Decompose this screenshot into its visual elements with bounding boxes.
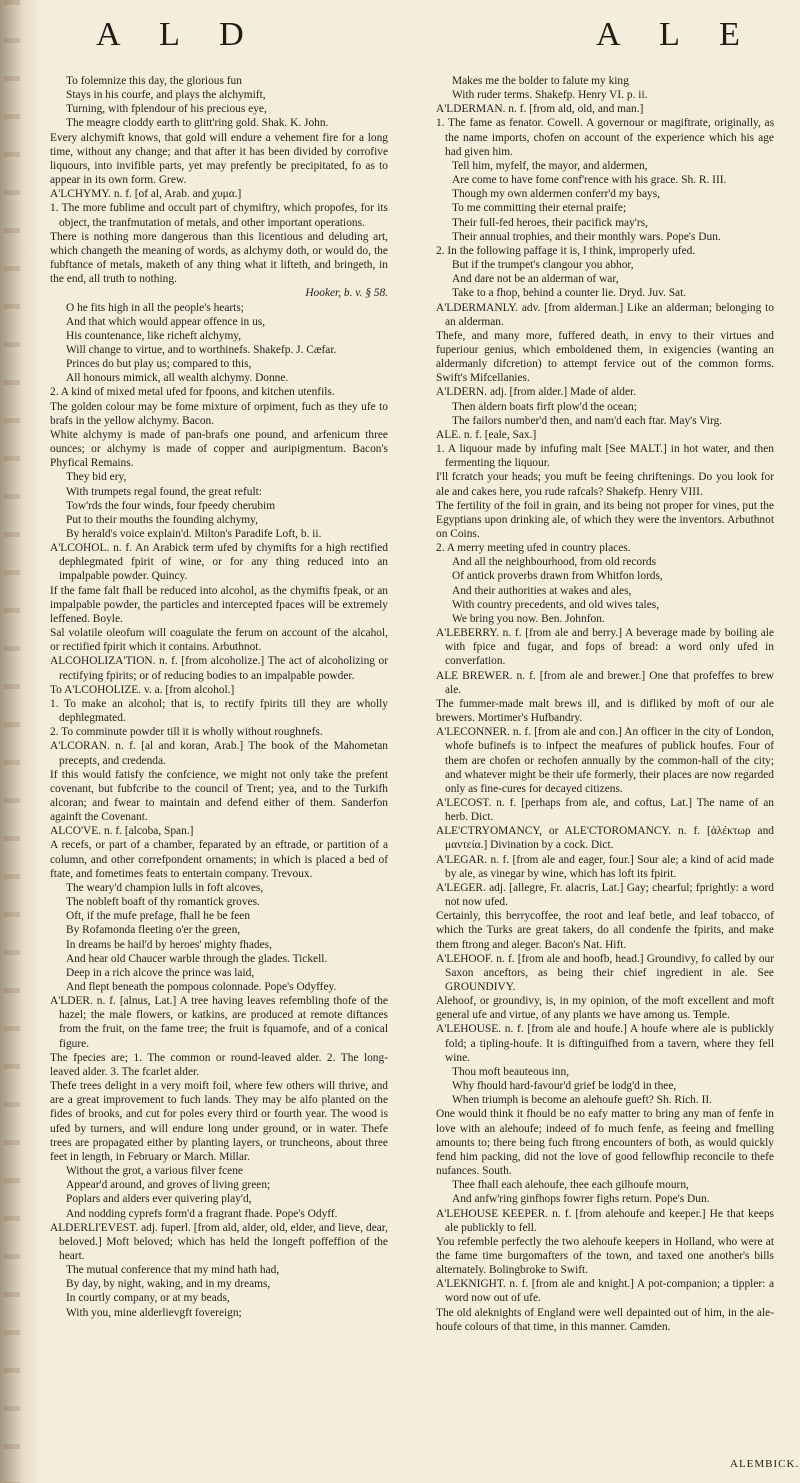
dictionary-entry: A'LDERMAN. n. f. [from ald, old, and man.]: [436, 103, 644, 116]
dictionary-entry: A'LDERN. adj. [from alder.] Made of alder.: [436, 386, 637, 399]
verse-line: With ruder terms. Shakefp. Henry VI. p. ii.: [452, 89, 648, 102]
paragraph: You refemble perfectly the two alehoufe keepers in Holland, who were at the fame time burgomafters of the town, and taxed one another's bills alternately. Bolingbroke to Swift.: [436, 1235, 774, 1277]
verse-line: The weary'd champion lulls in foft alcoves,: [66, 881, 264, 894]
verse-line: Stays in his courfe, and plays the alchymift,: [66, 89, 266, 102]
dictionary-entry: A'LEGAR. n. f. [from ale and eager, four.] Sour ale; a kind of acid made by ale, as vinegar by wine, which has loft its fpirit.: [436, 853, 774, 880]
verse-line: His countenance, like richeft alchymy,: [66, 329, 242, 342]
verse-line: Put to their mouths the founding alchymy,: [66, 513, 258, 526]
paragraph: Certainly, this berrycoffee, the root and leaf betle, and leaf tobacco, of which the Turks are great takers, do all condenfe the fpirits, and make them ftrong and aleger. Bacon's Nat. Hift.: [436, 910, 774, 951]
verse-line: When triumph is become an alehoufe gueft? Sh. Rich. II.: [452, 1094, 713, 1107]
dictionary-entry: A'LEHOUSE. n. f. [from ale and houfe.] A houfe where ale is publickly fold; a tipling-houfe. It is diftinguifhed from a tavern, where they fell wine.: [436, 1023, 774, 1064]
dictionary-entry: ALE. n. f. [eale, Sax.]: [436, 428, 537, 441]
verse-line: By Rofamonda fleeting o'er the green,: [66, 924, 241, 937]
paragraph: Hooker, b. v. § 58.: [305, 287, 388, 300]
paragraph: The fummer-made malt brews ill, and is difliked by moft of our ale brewers. Mortimer's Hufbandry.: [436, 697, 774, 725]
verse-line: By day, by night, waking, and in my dreams,: [66, 1278, 271, 1291]
verse-line: And hear old Chaucer warble through the glades. Tickell.: [66, 952, 328, 965]
paragraph: White alchymy is made of pan-brafs one pound, and arfenicum three ounces; or alchymy is made of copper and auripigmentum. Bacon's Phyfical Remains.: [50, 428, 388, 470]
verse-line: And flept beneath the pompous colonnade. Pope's Odyffey.: [66, 981, 337, 993]
paragraph: One would think it fhould be no eafy matter to bring any man of fenfe in love with an alehoufe; indeed of fo much fenfe, as feeing and fmelling amounts to; there being fuch ftrong encounters of both, as would quickly fend him packing, did not the love of good fellowfhip reconcile to thefe nufances. South.: [436, 1108, 774, 1178]
dictionary-entry: A'LEGER. adj. [allegre, Fr. alacris, Lat.] Gay; chearful; fprightly: a word not now ufed.: [436, 881, 774, 909]
verse-line: Tell him, myfelf, the mayor, and aldermen,: [452, 159, 648, 172]
dictionary-entry: A'LCHYMY. n. f. [of al, Arab. and χυμα.]: [50, 188, 242, 201]
dictionary-entry: 2. To comminute powder till it is wholly without roughnefs.: [50, 726, 323, 739]
verse-line: Turning, with fplendour of his precious eye,: [66, 103, 267, 116]
dictionary-entry: 2. A kind of mixed metal ufed for fpoons, and kitchen utenfils.: [50, 386, 335, 399]
paragraph: The fertility of the foil in grain, and its being not proper for vines, put the Egyptians upon drinking ale, of which they were the inventors. Arbuthnot on Coins.: [436, 499, 774, 540]
verse-line: Makes me the bolder to falute my king: [452, 75, 629, 87]
dictionary-entry: 1. The fame as fenator. Cowell. A governour or magiftrate, originally, as the name imports, chofen on account of the experience which his age had given him.: [436, 117, 774, 158]
dictionary-entry: A'LEHOUSE KEEPER. n. f. [from alehoufe and keeper.] He that keeps ale publickly to fell.: [436, 1207, 774, 1234]
dictionary-entry: A'LCOHOL. n. f. An Arabick term ufed by chymifts for a high rectified dephlegmated fpirit of wine, or for any thing reduced into an impalpable powder. Quincy.: [50, 542, 388, 583]
verse-line: Take to a fhop, behind a counter lie. Dryd. Juv. Sat.: [452, 287, 687, 300]
verse-line: Tow'rds the four winds, four fpeedy cherubim: [66, 499, 276, 512]
dictionary-entry: A'LEBERRY. n. f. [from ale and berry.] A beverage made by boiling ale with fpice and fugar, and fops of bread: a word only ufed in converfation.: [436, 627, 774, 668]
dictionary-entry: A'LEHOOF. n. f. [from ale and hoofb, head.] Groundivy, fo called by our Saxon anceftors, as being their chief ingredient in ale. See GROUNDIVY.: [436, 952, 774, 993]
dictionary-entry: 1. A liquour made by infufing malt [See MALT.] in hot water, and then fermenting the liquour.: [436, 443, 774, 470]
verse-line: And that which would appear offence in us,: [66, 315, 266, 328]
dictionary-entry: A'LDERMANLY. adv. [from alderman.] Like an alderman; belonging to an alderman.: [436, 301, 774, 328]
running-head-left: A L D: [96, 16, 260, 53]
paragraph: A recefs, or part of a chamber, feparated by an eftrade, or partition of a column, and other correfpondent ornaments; in which is placed a bed of ftate, and fometimes feats to entertain company. Trevoux.: [50, 839, 388, 880]
verse-line: To me committing their eternal praife;: [452, 202, 627, 215]
dictionary-entry: ALE BREWER. n. f. [from ale and brewer.] One that profeffes to brew ale.: [436, 669, 774, 696]
verse-line: Are come to have fome conf'rence with his grace. Sh. R. III.: [452, 174, 727, 187]
verse-line: Poplars and alders ever quivering play'd,: [66, 1193, 252, 1206]
verse-line: Without the grot, a various filver fcene: [66, 1165, 243, 1178]
dictionary-entry: ALCOHOLIZA'TION. n. f. [from alcoholize.] The act of alcoholizing or rectifying fpirits; or of reducing bodies to an impalpable powder.: [50, 655, 388, 682]
paragraph: There is nothing more dangerous than this licentious and deluding art, which changeth the meaning of words, as alchymy doth, or would do, the fubftance of metals, maketh of any thing what it lifteth, and bringeth, in the end, all truth to nothing.: [50, 230, 388, 286]
paragraph: If this would fatisfy the confcience, we might not only take the prefent covenant, but fubfcribe to the council of Trent; yea, and to the Turkifh alcoran; and fwear to maintain and defend either of them. Sanderfon againft the Covenant.: [50, 768, 388, 824]
dictionary-entry: A'LECOST. n. f. [perhaps from ale, and coftus, Lat.] The name of an herb. Dict.: [436, 796, 774, 824]
verse-line: All honours mimick, all wealth alchymy. Donne.: [66, 372, 289, 385]
verse-line: And anfw'ring ginfhops fowrer fighs return. Pope's Dun.: [452, 1193, 710, 1206]
paragraph: The old aleknights of England were well depainted out of him, in the ale-houfe colours of that time, in this manner. Camden.: [436, 1306, 774, 1333]
verse-line: And nodding cyprefs form'd a fragrant fhade. Pope's Odyff.: [66, 1207, 338, 1220]
verse-line: The meagre cloddy earth to glitt'ring gold. Shak. K. John.: [66, 117, 329, 130]
verse-line: To folemnize this day, the glorious fun: [66, 75, 242, 87]
verse-line: O he fits high in all the people's hearts;: [66, 301, 244, 314]
dictionary-entry: ALCO'VE. n. f. [alcoba, Span.]: [50, 825, 194, 838]
catchword: ALEMBICK.: [730, 1458, 800, 1470]
dictionary-entry: 1. The more fublime and occult part of chymiftry, which propofes, for its object, the tranfmutation of metals, and other important operations.: [50, 202, 388, 229]
left-column: [50, 74, 388, 1474]
binding-stitch-marks: [4, 0, 20, 1483]
verse-line: Though my own aldermen conferr'd my bays,: [452, 188, 660, 201]
verse-line: And dare not be an alderman of war,: [452, 273, 619, 286]
verse-line: With country precedents, and old wives tales,: [452, 598, 660, 611]
verse-line: Princes do but play us; compared to this,: [66, 358, 252, 371]
verse-line: The nobleft boaft of thy romantick groves.: [66, 896, 260, 909]
running-head-right: A L E: [596, 16, 756, 53]
dictionary-entry: A'LCORAN. n. f. [al and koran, Arab.] The book of the Mahometan precepts, and credenda.: [50, 740, 388, 767]
dictionary-entry: To A'LCOHOLIZE. v. a. [from alcohol.]: [50, 683, 235, 696]
verse-line: But if the trumpet's clangour you abhor,: [452, 259, 634, 272]
verse-line: Of antick proverbs drawn from Whitfon lords,: [452, 570, 663, 583]
dictionary-entry: A'LDER. n. f. [alnus, Lat.] A tree having leaves refembling thofe of the hazel; the male flowers, or katkins, are produced at remote diftances from the fruit, on the fame tree; the fruit is fquamofe, and of a conical figure.: [50, 995, 388, 1050]
paragraph: Sal volatile oleofum will coagulate the ferum on account of the alcahol, or rectified fpirit which it contains. Arbuthnot.: [50, 627, 388, 654]
verse-line: With you, mine alderlievgft fovereign;: [66, 1306, 242, 1319]
paragraph: Thefe trees delight in a very moift foil, where few others will thrive, and are a great improvement to fuch lands. They may be alfo planted on the fides of brooks, and cut for poles every third or fourth year. The wood is ufed by turners, and will endure long under ground, or in water. Thefe trees are propagated either by planting layers, or truncheons, about three feet in length, in February or March. Millar.: [50, 1080, 388, 1163]
verse-line: And all the neighbourhood, from old records: [452, 556, 657, 569]
dictionary-entry: 2. A merry meeting ufed in country places.: [436, 542, 631, 555]
dictionary-entry: 1. To make an alcohol; that is, to rectify fpirits till they are wholly dephlegmated.: [50, 697, 388, 725]
paragraph: Every alchymift knows, that gold will endure a vehement fire for a long time, without any change; and that after it has been divided by corrofive liquours, into invifible parts, yet may prefently be precipitated, fo as to appear in its own form. Grew.: [50, 131, 388, 187]
paragraph: I'll fcratch your heads; you muft be feeing chriftenings. Do you look for ale and cakes here, you rude rafcals? Shakefp. Henry VIII.: [436, 471, 774, 498]
right-column: [436, 74, 774, 1474]
verse-line: Deep in a rich alcove the prince was laid,: [66, 966, 255, 979]
paragraph: Alehoof, or groundivy, is, in my opinion, of the moft excellent and moft general ufe and virtue, of any plants we have among us. Temple.: [436, 995, 774, 1022]
paragraph: If the fame falt fhall be reduced into alcohol, as the chymifts fpeak, or an impalpable powder, the particles and intercepted fpaces will be extremely leffened. Boyle.: [50, 584, 388, 625]
paragraph: Thefe, and many more, fuffered death, in envy to their virtues and fuperiour genius, which emboldened them, in exigencies (wanting an aldermanly difcretion) to attempt fervice out of the common forms. Swift's Mifcellanies.: [436, 329, 774, 385]
verse-line: Appear'd around, and groves of living green;: [66, 1179, 271, 1192]
verse-line: They bid ery,: [66, 471, 127, 484]
verse-line: And their authorities at wakes and ales,: [452, 584, 632, 597]
paragraph: The golden colour may be fome mixture of orpiment, fuch as they ufe to brafs in the yellow alchymy. Bacon.: [50, 400, 388, 427]
verse-line: Their annual trophies, and their monthly wars. Pope's Dun.: [452, 230, 721, 243]
verse-line: In courtly company, or at my beads,: [66, 1292, 230, 1305]
verse-line: The mutual conference that my mind hath had,: [66, 1264, 280, 1277]
verse-line: By herald's voice explain'd. Milton's Paradife Loft, b. ii.: [66, 528, 322, 540]
verse-line: In dreams be hail'd by heroes' mighty fhades,: [66, 938, 272, 951]
dictionary-entry: 2. In the following paffage it is, I think, improperly ufed.: [436, 244, 696, 257]
verse-line: Oft, if the mufe prefage, fhall he be feen: [66, 910, 251, 923]
verse-line: We bring you now. Ben. Johnfon.: [452, 612, 605, 625]
verse-line: With trumpets regal found, the great refult:: [66, 485, 262, 498]
verse-line: Then aldern boats firft plow'd the ocean;: [452, 400, 637, 413]
verse-line: Why fhould hard-favour'd grief be lodg'd in thee,: [452, 1080, 677, 1093]
paragraph: The fpecies are; 1. The common or round-leaved alder. 2. The long-leaved alder. 3. The fcarlet alder.: [50, 1051, 388, 1078]
dictionary-entry: ALDERLI'EVEST. adj. fuperl. [from ald, alder, old, elder, and lieve, dear, beloved.] Moft beloved; which has held the longeft poffeffion of the heart.: [50, 1221, 388, 1262]
verse-line: Thou moft beauteous inn,: [452, 1065, 570, 1078]
dictionary-entry: A'LECONNER. n. f. [from ale and con.] An officer in the city of London, whofe bufinefs is to infpect the meafures of publick houfes. Four of them are chofen or rechofen annually by the common-hall of the city; and whatever might be their ufe formerly, their places are now regarded only as fine-cures for decayed citizens.: [436, 726, 774, 795]
verse-line: Thee fhall each alehoufe, thee each gilhoufe mourn,: [452, 1179, 689, 1192]
verse-line: Their full-fed heroes, their pacifick may'rs,: [452, 216, 648, 229]
verse-line: The failors number'd then, and nam'd each ftar. May's Virg.: [452, 414, 723, 427]
verse-line: Will change to virtue, and to worthinefs. Shakefp. J. Cæfar.: [66, 343, 337, 356]
dictionary-entry: ALE'CTRYOMANCY, or ALE'CTOROMANCY. n. f. [ἀλέκτωρ and μαντεία.] Divination by a cock. Dict.: [436, 825, 774, 852]
dictionary-entry: A'LEKNIGHT. n. f. [from ale and knight.] A pot-companion; a tippler: a word now out of ufe.: [436, 1278, 774, 1305]
